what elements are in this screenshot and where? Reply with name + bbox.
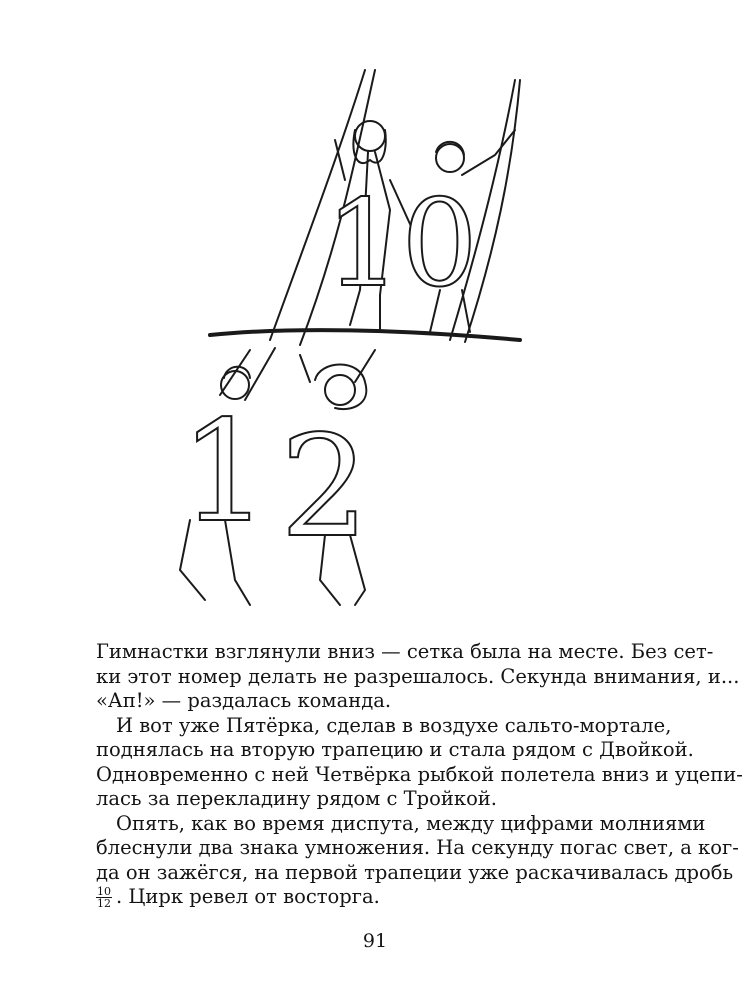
- fraction-numerator: 10: [97, 885, 111, 898]
- text-line-with-fraction: [96, 885, 658, 910]
- digit-one-top: 10: [325, 175, 478, 314]
- page-number: 91: [362, 930, 388, 952]
- text-line: поднялась на вторую трапецию и стала рядом с Двойкой.: [96, 738, 694, 761]
- digit-one-bottom: 1: [180, 391, 270, 554]
- trapeze-illustration: [150, 60, 550, 620]
- text-line: лась за перекладину рядом с Тройкой.: [96, 787, 498, 810]
- text-line: «Ап!» — раздалась команда.: [96, 689, 392, 712]
- paragraph-3: [96, 811, 739, 910]
- text-after-fraction: . Цирк ревел от восторга.: [116, 885, 380, 908]
- story-text: [96, 640, 743, 910]
- digit-two-bottom: 2: [280, 406, 370, 569]
- paragraph-1: [96, 640, 740, 714]
- text-line: Опять, как во время диспута, между цифрами молниями: [116, 811, 706, 835]
- text-line: Гимнастки взглянули вниз — сетка была на месте. Без сет-: [96, 640, 714, 663]
- text-line: да он зажёгся, на первой трапеции уже раскачивалась дробь: [96, 860, 734, 884]
- text-line: блеснули два знака умножения. На секунду погас свет, а ког-: [96, 836, 739, 859]
- text-line: И вот уже Пятёрка, сделав в воздухе сальто-мортале,: [116, 713, 672, 737]
- circus-trapeze-drawing: [150, 60, 550, 620]
- paragraph-2: [96, 713, 743, 812]
- text-line: Одновременно с ней Четвёрка рыбкой полетела вниз и уцепи-: [96, 762, 743, 786]
- text-line: ки этот номер делать не разрешалось. Секунда внимания, и...: [96, 664, 740, 688]
- fraction: [96, 886, 112, 909]
- fraction-denominator: 12: [97, 897, 111, 910]
